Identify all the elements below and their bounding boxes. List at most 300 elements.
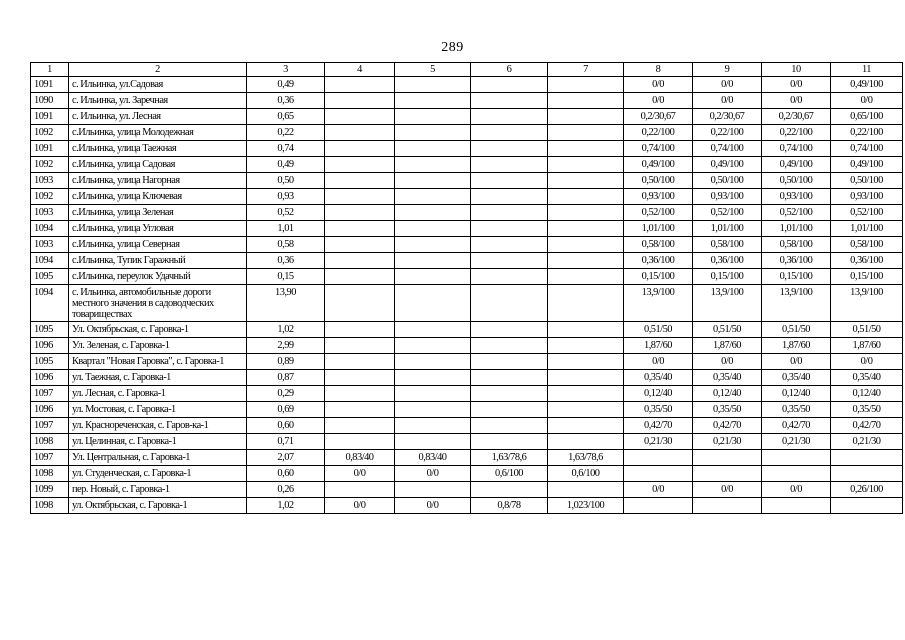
value-cell — [325, 125, 395, 141]
road-name-cell: с.Ильинка, улица Ключевая — [69, 189, 247, 205]
row-number-cell: 1097 — [31, 450, 69, 466]
value-cell — [325, 418, 395, 434]
table-row — [31, 253, 903, 269]
value-cell: 0,15/100 — [624, 269, 693, 285]
value-cell — [548, 269, 624, 285]
value-cell: 0/0 — [624, 482, 693, 498]
row-number-cell: 1094 — [31, 253, 69, 269]
value-cell: 0,42/70 — [624, 418, 693, 434]
value-cell — [548, 386, 624, 402]
value-cell: 0,83/40 — [325, 450, 395, 466]
value-cell — [325, 93, 395, 109]
value-cell: 0,12/40 — [831, 386, 903, 402]
value-cell — [395, 141, 471, 157]
value-cell — [548, 125, 624, 141]
value-cell: 0,52/100 — [693, 205, 762, 221]
value-cell — [548, 482, 624, 498]
column-header: 3 — [247, 63, 325, 77]
road-name-cell: с.Ильинка, улица Угловая — [69, 221, 247, 237]
value-cell: 0,58/100 — [831, 237, 903, 253]
value-cell — [831, 450, 903, 466]
value-cell — [325, 173, 395, 189]
value-cell — [624, 466, 693, 482]
table-row — [31, 141, 903, 157]
value-cell: 0/0 — [325, 466, 395, 482]
value-cell: 0,52/100 — [624, 205, 693, 221]
row-number-cell: 1096 — [31, 402, 69, 418]
table-row — [31, 482, 903, 498]
table-row — [31, 205, 903, 221]
value-cell: 0,65 — [247, 109, 325, 125]
value-cell — [325, 141, 395, 157]
value-cell — [395, 269, 471, 285]
value-cell — [548, 418, 624, 434]
column-header: 11 — [831, 63, 903, 77]
value-cell — [325, 285, 395, 322]
value-cell: 0/0 — [395, 466, 471, 482]
value-cell: 0,93/100 — [762, 189, 831, 205]
value-cell — [325, 77, 395, 93]
value-cell: 0,58/100 — [762, 237, 831, 253]
value-cell: 0/0 — [831, 93, 903, 109]
value-cell: 0/0 — [762, 482, 831, 498]
value-cell — [471, 93, 548, 109]
row-number-cell: 1093 — [31, 173, 69, 189]
value-cell — [762, 466, 831, 482]
value-cell: 0/0 — [624, 93, 693, 109]
value-cell — [548, 338, 624, 354]
value-cell — [395, 237, 471, 253]
value-cell — [395, 93, 471, 109]
value-cell — [471, 269, 548, 285]
value-cell — [395, 77, 471, 93]
row-number-cell: 1093 — [31, 237, 69, 253]
row-number-cell: 1092 — [31, 157, 69, 173]
value-cell — [325, 354, 395, 370]
road-name-cell: с. Ильинка, ул.Садовая — [69, 77, 247, 93]
value-cell — [471, 322, 548, 338]
value-cell: 0,58 — [247, 237, 325, 253]
table-row — [31, 370, 903, 386]
value-cell — [471, 205, 548, 221]
value-cell: 0,93/100 — [624, 189, 693, 205]
road-name-cell: Ул. Центральная, с. Гаровка-1 — [69, 450, 247, 466]
value-cell — [548, 189, 624, 205]
table-row — [31, 418, 903, 434]
value-cell — [325, 482, 395, 498]
value-cell: 0,35/40 — [693, 370, 762, 386]
value-cell — [395, 386, 471, 402]
value-cell: 0,49/100 — [624, 157, 693, 173]
table-row — [31, 466, 903, 482]
value-cell: 0/0 — [693, 482, 762, 498]
value-cell: 0,74/100 — [762, 141, 831, 157]
value-cell — [548, 157, 624, 173]
header-row — [31, 63, 903, 77]
value-cell: 0,49/100 — [762, 157, 831, 173]
road-name-cell: Квартал "Новая Гаровка", с. Гаровка-1 — [69, 354, 247, 370]
value-cell — [395, 370, 471, 386]
value-cell — [471, 402, 548, 418]
value-cell: 0,42/70 — [831, 418, 903, 434]
value-cell — [548, 221, 624, 237]
value-cell — [471, 237, 548, 253]
value-cell — [395, 253, 471, 269]
value-cell: 0/0 — [693, 354, 762, 370]
value-cell: 13,9/100 — [693, 285, 762, 322]
table-row — [31, 221, 903, 237]
value-cell: 0/0 — [693, 93, 762, 109]
value-cell — [548, 77, 624, 93]
table-row — [31, 125, 903, 141]
value-cell: 0,26/100 — [831, 482, 903, 498]
value-cell — [395, 354, 471, 370]
value-cell: 0,50/100 — [693, 173, 762, 189]
table-row — [31, 237, 903, 253]
table-body — [31, 77, 903, 514]
value-cell — [693, 498, 762, 514]
value-cell: 0,29 — [247, 386, 325, 402]
road-name-cell: ул. Студенческая, с. Гаровка-1 — [69, 466, 247, 482]
value-cell — [395, 189, 471, 205]
value-cell: 0,21/30 — [693, 434, 762, 450]
road-name-cell: ул. Краснореченская, с. Гаров-ка-1 — [69, 418, 247, 434]
value-cell — [548, 237, 624, 253]
value-cell: 1,01/100 — [624, 221, 693, 237]
road-name-cell: с.Ильинка, Тупик Гаражный — [69, 253, 247, 269]
value-cell: 0,51/50 — [624, 322, 693, 338]
value-cell: 1,01/100 — [693, 221, 762, 237]
value-cell: 0,52 — [247, 205, 325, 221]
value-cell: 0/0 — [325, 498, 395, 514]
value-cell: 0,22/100 — [831, 125, 903, 141]
value-cell: 1,023/100 — [548, 498, 624, 514]
value-cell — [831, 498, 903, 514]
value-cell — [471, 285, 548, 322]
row-number-cell: 1098 — [31, 498, 69, 514]
row-number-cell: 1095 — [31, 354, 69, 370]
value-cell: 0,2/30,67 — [624, 109, 693, 125]
value-cell: 0,15/100 — [693, 269, 762, 285]
value-cell — [395, 482, 471, 498]
value-cell: 0,60 — [247, 466, 325, 482]
value-cell — [471, 482, 548, 498]
row-number-cell: 1092 — [31, 125, 69, 141]
value-cell: 0,50/100 — [762, 173, 831, 189]
value-cell — [325, 370, 395, 386]
road-name-cell: с. Ильинка, ул. Лесная — [69, 109, 247, 125]
value-cell — [471, 434, 548, 450]
value-cell: 0,36 — [247, 93, 325, 109]
value-cell: 0,52/100 — [831, 205, 903, 221]
value-cell — [762, 498, 831, 514]
column-header: 6 — [471, 63, 548, 77]
value-cell — [471, 386, 548, 402]
value-cell — [325, 253, 395, 269]
row-number-cell: 1096 — [31, 338, 69, 354]
value-cell: 0,52/100 — [762, 205, 831, 221]
value-cell — [831, 466, 903, 482]
road-name-cell: с.Ильинка, улица Северная — [69, 237, 247, 253]
value-cell: 0,74/100 — [831, 141, 903, 157]
row-number-cell: 1098 — [31, 466, 69, 482]
value-cell: 0,51/50 — [762, 322, 831, 338]
value-cell: 1,01 — [247, 221, 325, 237]
row-number-cell: 1094 — [31, 285, 69, 322]
value-cell: 13,9/100 — [831, 285, 903, 322]
value-cell: 0,35/50 — [693, 402, 762, 418]
road-name-cell: Ул. Зеленая, с. Гаровка-1 — [69, 338, 247, 354]
value-cell: 0,49/100 — [831, 77, 903, 93]
value-cell — [693, 466, 762, 482]
value-cell — [325, 109, 395, 125]
table-row — [31, 354, 903, 370]
value-cell: 0,12/40 — [693, 386, 762, 402]
value-cell — [471, 77, 548, 93]
value-cell: 1,01/100 — [831, 221, 903, 237]
value-cell: 0,36 — [247, 253, 325, 269]
column-header: 5 — [395, 63, 471, 77]
value-cell: 0,36/100 — [693, 253, 762, 269]
value-cell — [395, 434, 471, 450]
value-cell: 2,99 — [247, 338, 325, 354]
road-name-cell: с.Ильинка, улица Зеленая — [69, 205, 247, 221]
value-cell: 0,51/50 — [831, 322, 903, 338]
value-cell: 0,42/70 — [762, 418, 831, 434]
row-number-cell: 1097 — [31, 386, 69, 402]
column-header: 8 — [624, 63, 693, 77]
road-name-cell: ул. Целинная, с. Гаровка-1 — [69, 434, 247, 450]
value-cell: 1,01/100 — [762, 221, 831, 237]
column-header: 7 — [548, 63, 624, 77]
table-row — [31, 450, 903, 466]
table-row — [31, 434, 903, 450]
value-cell: 0,35/50 — [762, 402, 831, 418]
value-cell: 0,93/100 — [693, 189, 762, 205]
value-cell — [548, 173, 624, 189]
row-number-cell: 1091 — [31, 77, 69, 93]
value-cell — [471, 370, 548, 386]
value-cell — [325, 157, 395, 173]
table-row — [31, 93, 903, 109]
value-cell: 0,2/30,67 — [693, 109, 762, 125]
value-cell — [395, 418, 471, 434]
column-header: 10 — [762, 63, 831, 77]
value-cell — [325, 402, 395, 418]
value-cell: 0,22/100 — [762, 125, 831, 141]
value-cell — [471, 141, 548, 157]
value-cell — [395, 205, 471, 221]
row-number-cell: 1096 — [31, 370, 69, 386]
value-cell: 1,02 — [247, 322, 325, 338]
road-registry-table — [30, 62, 903, 514]
value-cell: 0,74 — [247, 141, 325, 157]
value-cell: 0,50/100 — [624, 173, 693, 189]
value-cell: 0,26 — [247, 482, 325, 498]
value-cell — [325, 205, 395, 221]
table-row — [31, 109, 903, 125]
value-cell: 0,15 — [247, 269, 325, 285]
value-cell: 0,22 — [247, 125, 325, 141]
table-row — [31, 157, 903, 173]
value-cell — [624, 498, 693, 514]
value-cell — [395, 125, 471, 141]
value-cell: 0,36/100 — [762, 253, 831, 269]
value-cell: 0,89 — [247, 354, 325, 370]
value-cell — [548, 285, 624, 322]
value-cell — [471, 109, 548, 125]
row-number-cell: 1095 — [31, 269, 69, 285]
value-cell: 1,87/60 — [624, 338, 693, 354]
value-cell — [624, 450, 693, 466]
value-cell: 0/0 — [693, 77, 762, 93]
value-cell: 0,65/100 — [831, 109, 903, 125]
value-cell — [548, 253, 624, 269]
value-cell: 0,6/100 — [548, 466, 624, 482]
value-cell — [325, 189, 395, 205]
table-row — [31, 189, 903, 205]
value-cell: 0/0 — [831, 354, 903, 370]
value-cell — [548, 354, 624, 370]
value-cell — [325, 237, 395, 253]
value-cell: 0,42/70 — [693, 418, 762, 434]
road-name-cell: с. Ильинка, автомобильные дороги местного значения в садоводческих товариществах — [69, 285, 247, 322]
value-cell: 0,49/100 — [831, 157, 903, 173]
value-cell: 0,51/50 — [693, 322, 762, 338]
value-cell: 0,74/100 — [693, 141, 762, 157]
value-cell: 0/0 — [624, 354, 693, 370]
value-cell: 0,8/78 — [471, 498, 548, 514]
value-cell — [325, 269, 395, 285]
table-row — [31, 338, 903, 354]
road-name-cell: пер. Новый, с. Гаровка-1 — [69, 482, 247, 498]
value-cell — [548, 402, 624, 418]
road-name-cell: ул. Таежная, с. Гаровка-1 — [69, 370, 247, 386]
value-cell: 0,21/30 — [762, 434, 831, 450]
table-row — [31, 402, 903, 418]
value-cell: 0,50/100 — [831, 173, 903, 189]
value-cell: 0,6/100 — [471, 466, 548, 482]
value-cell: 0,69 — [247, 402, 325, 418]
row-number-cell: 1090 — [31, 93, 69, 109]
value-cell — [471, 418, 548, 434]
page-number: 289 — [441, 40, 464, 55]
value-cell — [395, 322, 471, 338]
value-cell — [395, 157, 471, 173]
row-number-cell: 1099 — [31, 482, 69, 498]
value-cell: 1,63/78,6 — [548, 450, 624, 466]
value-cell: 1,63/78,6 — [471, 450, 548, 466]
value-cell: 13,90 — [247, 285, 325, 322]
value-cell — [325, 434, 395, 450]
value-cell: 0,21/30 — [831, 434, 903, 450]
row-number-cell: 1097 — [31, 418, 69, 434]
value-cell: 13,9/100 — [624, 285, 693, 322]
value-cell — [395, 109, 471, 125]
value-cell: 0,93 — [247, 189, 325, 205]
row-number-cell: 1093 — [31, 205, 69, 221]
value-cell — [548, 205, 624, 221]
row-number-cell: 1098 — [31, 434, 69, 450]
table-row — [31, 269, 903, 285]
table-row — [31, 173, 903, 189]
table-row — [31, 285, 903, 322]
value-cell — [471, 125, 548, 141]
value-cell: 0,49 — [247, 157, 325, 173]
value-cell — [325, 386, 395, 402]
value-cell — [325, 338, 395, 354]
value-cell — [548, 93, 624, 109]
value-cell: 0,60 — [247, 418, 325, 434]
column-header: 1 — [31, 63, 69, 77]
value-cell: 1,02 — [247, 498, 325, 514]
road-name-cell: с.Ильинка, переулок Удачный — [69, 269, 247, 285]
value-cell — [395, 285, 471, 322]
value-cell: 0,83/40 — [395, 450, 471, 466]
value-cell — [471, 253, 548, 269]
value-cell: 0,36/100 — [624, 253, 693, 269]
column-header: 4 — [325, 63, 395, 77]
value-cell: 0/0 — [762, 93, 831, 109]
column-header: 2 — [69, 63, 247, 77]
value-cell — [548, 322, 624, 338]
table-row — [31, 322, 903, 338]
road-name-cell: ул. Мостовая, с. Гаровка-1 — [69, 402, 247, 418]
value-cell — [325, 221, 395, 237]
value-cell: 0,71 — [247, 434, 325, 450]
value-cell — [471, 338, 548, 354]
road-name-cell: с. Ильинка, ул. Заречная — [69, 93, 247, 109]
value-cell: 0,93/100 — [831, 189, 903, 205]
value-cell — [471, 157, 548, 173]
value-cell: 0/0 — [624, 77, 693, 93]
row-number-cell: 1095 — [31, 322, 69, 338]
road-name-cell: с.Ильинка, улица Садовая — [69, 157, 247, 173]
value-cell — [395, 221, 471, 237]
value-cell: 0,35/50 — [624, 402, 693, 418]
value-cell: 0,21/30 — [624, 434, 693, 450]
road-name-cell: Ул. Октябрьская, с. Гаровка-1 — [69, 322, 247, 338]
value-cell: 0,58/100 — [624, 237, 693, 253]
value-cell: 0,35/50 — [831, 402, 903, 418]
value-cell: 0,12/40 — [762, 386, 831, 402]
value-cell: 0,15/100 — [762, 269, 831, 285]
value-cell: 0/0 — [762, 354, 831, 370]
value-cell — [762, 450, 831, 466]
value-cell: 0,15/100 — [831, 269, 903, 285]
table-row — [31, 498, 903, 514]
row-number-cell: 1091 — [31, 109, 69, 125]
road-name-cell: с.Ильинка, улица Таежная — [69, 141, 247, 157]
value-cell — [395, 402, 471, 418]
value-cell — [548, 434, 624, 450]
value-cell — [693, 450, 762, 466]
value-cell — [395, 338, 471, 354]
value-cell — [471, 173, 548, 189]
value-cell — [548, 141, 624, 157]
road-name-cell: ул. Лесная, с. Гаровка-1 — [69, 386, 247, 402]
value-cell: 2,07 — [247, 450, 325, 466]
row-number-cell: 1092 — [31, 189, 69, 205]
value-cell: 0,35/40 — [624, 370, 693, 386]
value-cell: 1,87/60 — [831, 338, 903, 354]
value-cell: 0,74/100 — [624, 141, 693, 157]
road-name-cell: с.Ильинка, улица Молодежная — [69, 125, 247, 141]
value-cell — [471, 221, 548, 237]
road-name-cell: с.Ильинка, улица Нагорная — [69, 173, 247, 189]
value-cell — [548, 370, 624, 386]
value-cell: 0,49/100 — [693, 157, 762, 173]
